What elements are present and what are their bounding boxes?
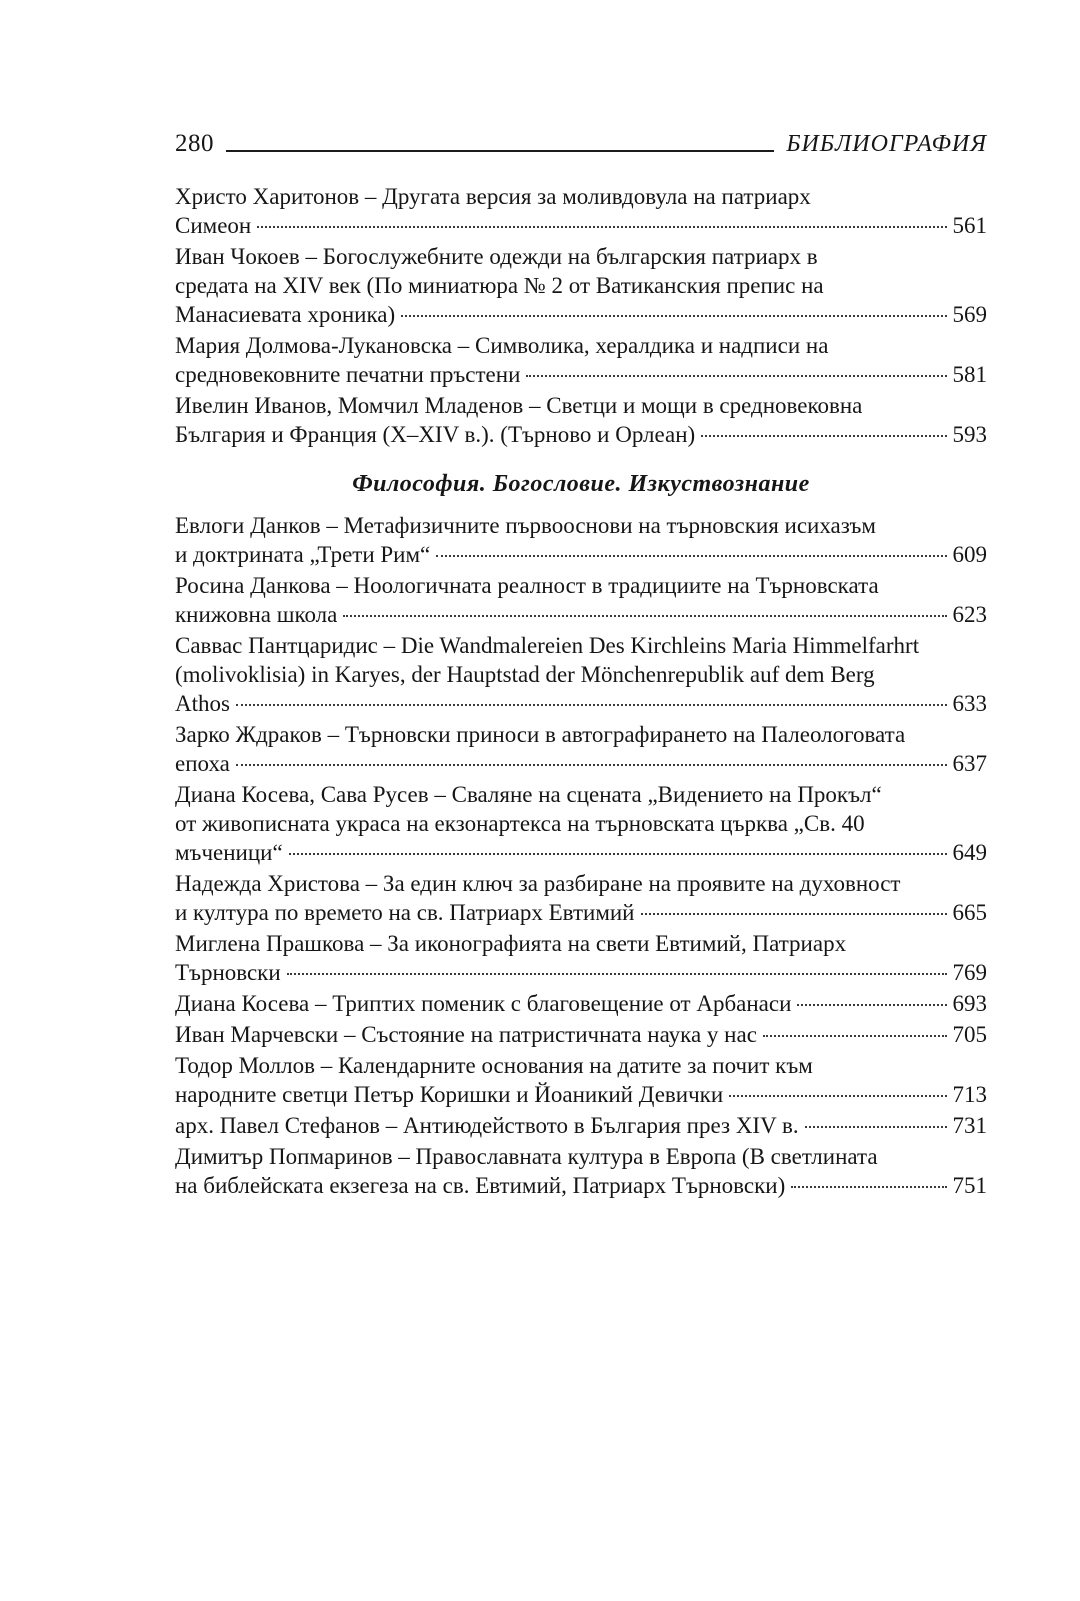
page-number: 280 — [175, 130, 214, 157]
page-header — [175, 126, 987, 160]
bibliography-entry — [175, 1142, 987, 1200]
bibliography-entry — [175, 391, 987, 449]
dot-leader — [236, 704, 947, 706]
bibliography-entry — [175, 631, 987, 718]
dot-leader — [729, 1095, 946, 1097]
entry-line: (molivoklisia) in Karyes, der Hauptstad der Mönchenrepublik auf dem Berg — [175, 662, 875, 687]
dot-leader — [289, 853, 947, 855]
bibliography-entry — [175, 511, 987, 569]
dot-leader — [791, 1186, 946, 1188]
entry-line-final: и култура по времето на св. Патриарх Евтимий — [175, 900, 635, 925]
entry-page-number: 665 — [952, 900, 987, 925]
entry-line: Тодор Моллов – Календарните основания на датите за почит към — [175, 1053, 813, 1078]
entry-last-line — [175, 1171, 987, 1200]
entry-page-number: 609 — [952, 542, 987, 567]
entry-line: Миглена Прашкова – За иконографията на свети Евтимий, Патриарх — [175, 931, 847, 956]
entry-line-final: арх. Павел Стефанов – Антиюдейството в България през XIV в. — [175, 1113, 799, 1138]
running-title: БИБЛИОГРАФИЯ — [786, 131, 987, 157]
dot-leader — [701, 435, 946, 437]
entry-line-final: книжовна школа — [175, 602, 338, 627]
bibliography-entry — [175, 571, 987, 629]
entry-line: средата на XIV век (По миниатюра № 2 от Ватиканския препис на — [175, 273, 824, 298]
bibliography-entry — [175, 242, 987, 329]
entry-last-line — [175, 360, 987, 389]
entry-line-final: народните светци Петър Коришки и Йоаникий Девички — [175, 1082, 724, 1107]
entry-page-number: 713 — [952, 1082, 987, 1107]
dot-leader — [236, 764, 947, 766]
entry-line: Росина Данкова – Ноологичната реалност в традициите на Търновската — [175, 573, 879, 598]
dot-leader — [763, 1035, 947, 1037]
entry-last-line — [175, 211, 987, 240]
dot-leader — [287, 973, 947, 975]
entry-page-number: 581 — [952, 362, 987, 387]
header-rule — [226, 150, 774, 152]
entry-line: Иван Чокоев – Богослужебните одежди на българския патриарх в — [175, 244, 818, 269]
entry-page-number: 569 — [952, 302, 987, 327]
book-page — [175, 126, 987, 1202]
entry-last-line — [175, 989, 987, 1018]
entry-last-line — [175, 540, 987, 569]
bibliography-entry — [175, 1020, 987, 1049]
entry-line: Евлоги Данков – Метафизичните първооснови на търновския исихазъм — [175, 513, 876, 538]
dot-leader — [257, 226, 946, 228]
entry-line-final: Диана Косева – Триптих поменик с благовещение от Арбанаси — [175, 991, 792, 1016]
entries-list-section — [175, 511, 987, 1200]
entry-last-line — [175, 838, 987, 867]
entry-line-final: Симеон — [175, 213, 252, 238]
entry-last-line — [175, 300, 987, 329]
entry-page-number: 769 — [952, 960, 987, 985]
dot-leader — [797, 1004, 946, 1006]
entry-line-final: Иван Марчевски – Състояние на патристичната наука у нас — [175, 1022, 757, 1047]
entry-line: Диана Косева, Сава Русев – Сваляне на сцената „Видението на Прокъл“ — [175, 782, 882, 807]
entry-line-final: Търновски — [175, 960, 281, 985]
entry-line: Саввас Пантцаридис – Die Wandmalereien Des Kirchleins Maria Himmelfarhrt — [175, 633, 920, 658]
section-title: Философия. Богословие. Изкуствознание — [352, 471, 810, 497]
entry-page-number: 593 — [952, 422, 987, 447]
entry-last-line — [175, 1111, 987, 1140]
entry-page-number: 751 — [952, 1173, 987, 1198]
entry-line: Мария Долмова-Лукановска – Символика, хералдика и надписи на — [175, 333, 829, 358]
bibliography-entry — [175, 182, 987, 240]
entry-line-final: епоха — [175, 751, 230, 776]
entry-page-number: 693 — [952, 991, 987, 1016]
entry-last-line — [175, 1020, 987, 1049]
entry-line: Ивелин Иванов, Момчил Младенов – Светци и мощи в средновековна — [175, 393, 863, 418]
bibliography-entry — [175, 331, 987, 389]
entry-page-number: 637 — [952, 751, 987, 776]
dot-leader — [641, 913, 947, 915]
entry-line: Зарко Ждраков – Търновски приноси в автографирането на Палеологовата — [175, 722, 906, 747]
entry-line: от живописната украса на екзонартекса на търновската църква „Св. 40 — [175, 811, 865, 836]
entry-line-final: мъченици“ — [175, 840, 283, 865]
dot-leader — [436, 555, 946, 557]
bibliography-entry — [175, 989, 987, 1018]
entry-last-line — [175, 689, 987, 718]
bibliography-entry — [175, 929, 987, 987]
bibliography-entry — [175, 720, 987, 778]
entry-line: Христо Харитонов – Другата версия за моливдовула на патриарх — [175, 184, 811, 209]
bibliography-entry — [175, 869, 987, 927]
bibliography-entry — [175, 780, 987, 867]
entry-line-final: средновековните печатни пръстени — [175, 362, 521, 387]
entry-page-number: 705 — [952, 1022, 987, 1047]
entry-last-line — [175, 958, 987, 987]
entry-page-number: 561 — [952, 213, 987, 238]
entry-line-final: Athos — [175, 691, 230, 716]
dot-leader — [526, 375, 946, 377]
dot-leader — [401, 315, 946, 317]
entry-page-number: 633 — [952, 691, 987, 716]
entry-line: Димитър Попмаринов – Православната култура в Европа (В светлината — [175, 1144, 878, 1169]
entry-last-line — [175, 898, 987, 927]
entry-line-final: Манасиевата хроника) — [175, 302, 396, 327]
entry-last-line — [175, 420, 987, 449]
entry-line: Надежда Христова – За един ключ за разбиране на проявите на духовност — [175, 871, 901, 896]
entry-page-number: 731 — [952, 1113, 987, 1138]
entry-last-line — [175, 600, 987, 629]
dot-leader — [805, 1126, 947, 1128]
entry-page-number: 623 — [952, 602, 987, 627]
dot-leader — [343, 615, 946, 617]
entry-line-final: и доктрината „Трети Рим“ — [175, 542, 431, 567]
bibliography-entry — [175, 1111, 987, 1140]
entry-line-final: на библейската екзегеза на св. Евтимий, Патриарх Търновски) — [175, 1173, 786, 1198]
entry-last-line — [175, 749, 987, 778]
entry-page-number: 649 — [952, 840, 987, 865]
entry-line-final: България и Франция (X–XIV в.). (Търново и Орлеан) — [175, 422, 696, 447]
bibliography-entry — [175, 1051, 987, 1109]
entries-list-top — [175, 182, 987, 449]
entry-last-line — [175, 1080, 987, 1109]
